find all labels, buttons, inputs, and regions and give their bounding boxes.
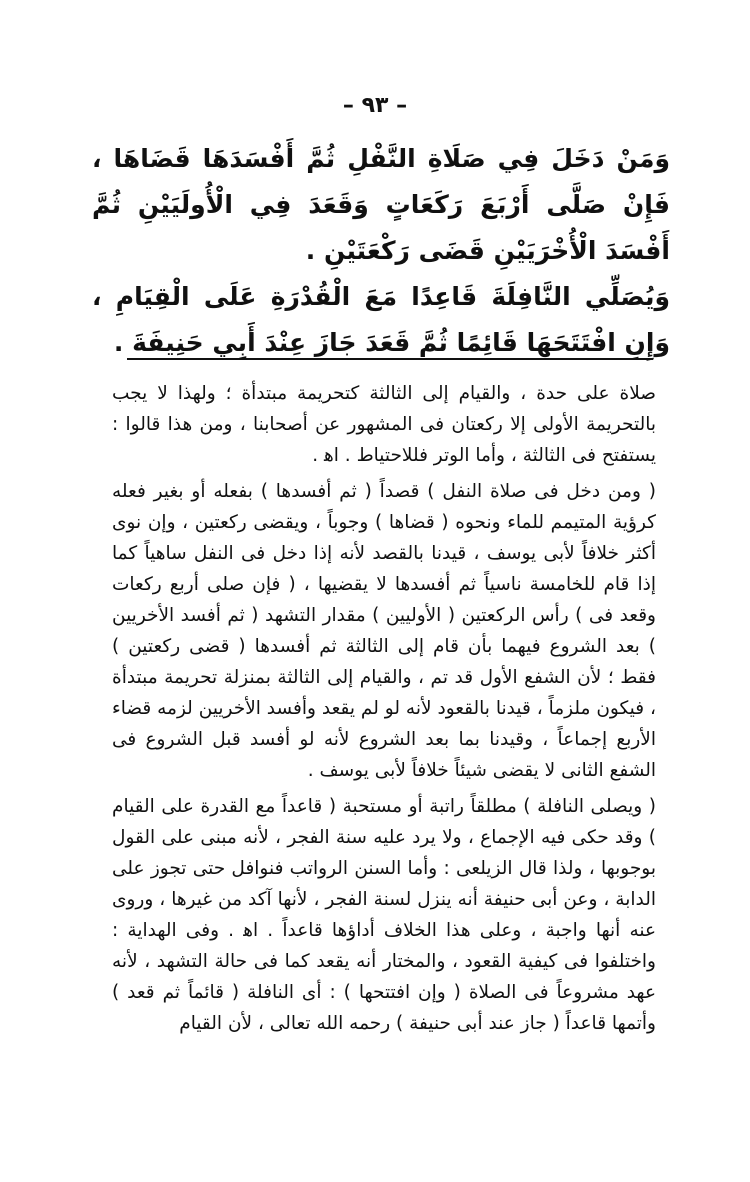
separator-rule bbox=[127, 358, 653, 360]
commentary-paragraph: ( ومن دخل فى صلاة النفل ) قصداً ( ثم أفسدها ) بفعله أو بغير فعله كرؤية المتيمم للماء ونحوه ( قضاها ) وجوباً ، ويقضى ركعتين ، وإن نوى أكثر خلافاً لأبى يوسف ، قيدنا بالقصد لأنه إذا دخل فى النفل ساهياً كما إذا قام للخامسة ناسياً ثم أفسدها لا يقضيها ، ( فإن صلى أربع ركعات وقعد فى ) رأس الركعتين ( الأوليين ) مقدار التشهد ( ثم أفسد الأخريين ) بعد الشروع فيهما بأن قام إلى الثالثة ثم أفسدها ( قضى ركعتين ) فقط ؛ لأن الشفع الأول قد تم ، والقيام إلى الثالثة بمنزلة تحريمة مبتدأة ، فيكون ملزماً ، قيدنا بالقعود لأنه لو لم يقعد وأفسد الأخريين لزمه قضاء الأربع إجماعاً ، وقيدنا بما بعد الشروع لأنه لو أفسد قبل الشروع فى الشفع الثانى لا يقضى شيئاً خلافاً لأبى يوسف . bbox=[112, 481, 656, 781]
main-text bbox=[92, 136, 670, 366]
main-text-paragraph: وَمَنْ دَخَلَ فِي صَلَاةِ النَّفْلِ ثُمَّ أَفْسَدَهَا قَضَاهَا ، فَإِنْ صَلَّى أَرْبَعَ رَكَعَاتٍ وَقَعَدَ فِي الْأُولَيَيْنِ ثُمَّ أَفْسَدَ الْأُخْرَيَيْنِ قَضَى رَكْعَتَيْنِ . bbox=[92, 144, 670, 265]
commentary-paragraph: صلاة على حدة ، والقيام إلى الثالثة كتحريمة مبتدأة ؛ ولهذا لا يجب بالتحريمة الأولى إلا ركعتان فى المشهور عن أصحابنا ، ومن هذا قالوا : يستفتح فى الثالثة ، وأما الوتر فللاحتياط . اﻫ . bbox=[112, 383, 656, 466]
commentary bbox=[112, 378, 656, 1039]
main-text-paragraph: وَيُصَلِّي النَّافِلَةَ قَاعِدًا مَعَ الْقُدْرَةِ عَلَى الْقِيَامِ ، وَإِنِ افْتَتَحَهَا قَائِمًا ثُمَّ قَعَدَ جَازَ عِنْدَ أَبِي حَنِيفَةَ . bbox=[92, 282, 670, 357]
commentary-paragraph: ( ويصلى النافلة ) مطلقاً راتبة أو مستحبة ( قاعداً مع القدرة على القيام ) وقد حكى فيه الإجماع ، ولا يرد عليه سنة الفجر ، لأنه مبنى على القول بوجوبها ، ولذا قال الزيلعى : وأما السنن الرواتب فنوافل حتى تجوز على الدابة ، وعن أبى حنيفة أنه ينزل لسنة الفجر ، لأنها آكد من غيرها ، وروى عنه أنها واجبة ، وعلى هذا الخلاف أداؤها قاعداً . اﻫ . وفى الهداية : واختلفوا فى كيفية القعود ، والمختار أنه يقعد كما فى حالة التشهد ، لأنه عهد مشروعاً فى الصلاة ( وإن افتتحها ) : أى النافلة ( قائماً ثم قعد ) وأتمها قاعداً ( جاز عند أبى حنيفة ) رحمه الله تعالى ، لأن القيام bbox=[112, 796, 656, 1034]
page-number: – ٩٣ – bbox=[342, 93, 408, 118]
